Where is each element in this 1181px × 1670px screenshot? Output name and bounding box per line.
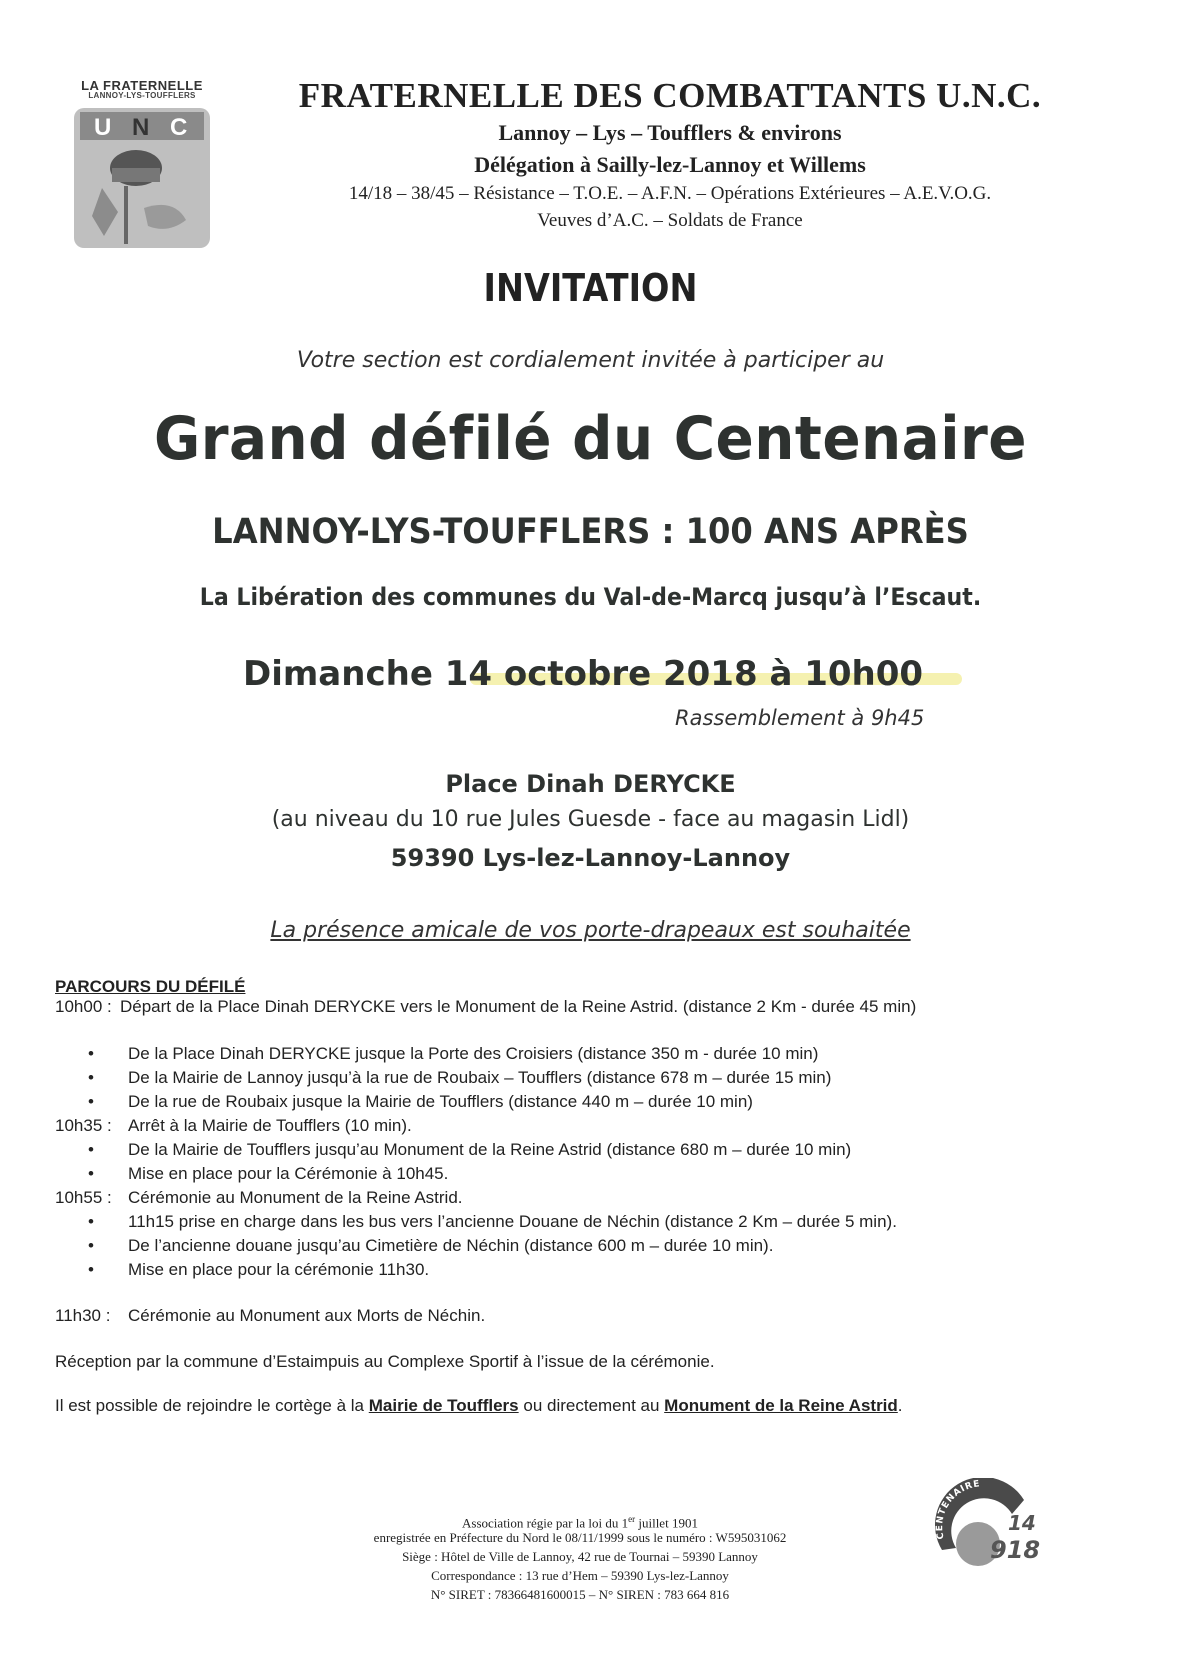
svg-text:N: N (132, 114, 150, 141)
event-date: Dimanche 14 octobre 2018 à 10h00 (243, 654, 924, 694)
parcours-step: Arrêt à la Mairie de Toufflers (10 min). (128, 1116, 412, 1135)
join-note (55, 1396, 903, 1416)
header-categories-2: Veuves d’A.C. – Soldats de France (537, 210, 803, 231)
svg-text:C: C (170, 114, 188, 141)
footer-law: Association régie par la loi du 1 (462, 1515, 629, 1531)
parcours-step: Départ de la Place Dinah DERYCKE vers le Monument de la Reine Astrid. (distance 2 Km - durée 45 min) (120, 997, 917, 1016)
badge-year-a: 14 (1008, 1511, 1036, 1535)
parcours-time: 10h35 : (55, 1116, 112, 1135)
parcours-bullet: De la rue de Roubaix jusque la Mairie de Toufflers (distance 440 m – durée 10 min) (128, 1092, 753, 1111)
event-title: Grand défilé du Centenaire (153, 404, 1028, 474)
join-mid: ou directement au (518, 1396, 665, 1415)
badge-text: CENTENAIRE (935, 1479, 982, 1541)
logo-top-text: LA FRATERNELLE (81, 78, 203, 93)
event-subtitle-2: La Libération des communes du Val-de-Marcq jusqu’à l’Escaut. (199, 583, 982, 611)
join-place-toufflers: Mairie de Toufflers (368, 1396, 519, 1415)
centenaire-badge-icon (932, 1478, 1040, 1568)
parcours-bullet: 11h15 prise en charge dans les bus vers l’ancienne Douane de Néchin (distance 2 Km – durée 5 min). (128, 1212, 897, 1231)
footer-line-3: Siège : Hôtel de Ville de Lannoy, 42 rue de Tournai – 59390 Lannoy (402, 1549, 758, 1564)
parcours-step: Cérémonie au Monument de la Reine Astrid. (128, 1188, 463, 1207)
parcours-time: 11h30 : (55, 1306, 111, 1325)
parcours-bullet: De la Place Dinah DERYCKE jusque la Porte des Croisiers (distance 350 m - durée 10 min) (128, 1044, 819, 1063)
badge-year-b: 918 (990, 1536, 1040, 1564)
footer-line-2: enregistrée en Préfecture du Nord le 08/11/1999 sous le numéro : W595031062 (373, 1530, 787, 1545)
reception-note: Réception par la commune d’Estaimpuis au Complexe Sportif à l’issue de la cérémonie. (55, 1352, 715, 1371)
footer-law-date: juillet 1901 (635, 1515, 698, 1531)
parcours-title: PARCOURS DU DÉFILÉ (55, 977, 246, 996)
unc-logo (72, 80, 212, 248)
header-delegation: Délégation à Sailly-lez-Lannoy et Willems (474, 152, 866, 177)
join-prefix: Il est possible de rejoindre le cortège à la (55, 1396, 369, 1415)
parcours-bullet: De l’ancienne douane jusqu’au Cimetière de Néchin (distance 600 m – durée 10 min). (128, 1236, 774, 1255)
logo-sub-text: LANNOY-LYS-TOUFFLERS (88, 91, 196, 100)
place-detail: (au niveau du 10 rue Jules Guesde - face au magasin Lidl) (271, 807, 910, 832)
parcours-step: Cérémonie au Monument aux Morts de Néchin. (128, 1306, 486, 1325)
presence-note: La présence amicale de vos porte-drapeaux est souhaitée (270, 918, 911, 943)
svg-text:U: U (94, 114, 112, 141)
parcours-bullet: De la Mairie de Lannoy jusqu’à la rue de Roubaix – Toufflers (distance 678 m – durée 15 min) (128, 1068, 832, 1087)
footer-line-4: Correspondance : 13 rue d’Hem – 59390 Lys-lez-Lannoy (431, 1568, 729, 1583)
parcours-time: 10h55 : (55, 1188, 112, 1207)
place-city: 59390 Lys-lez-Lannoy-Lannoy (390, 844, 791, 872)
parcours-bullet: Mise en place pour la Cérémonie à 10h45. (128, 1164, 449, 1183)
header-locations: Lannoy – Lys – Toufflers & environs (498, 120, 842, 145)
parcours-time: 10h00 : (55, 997, 112, 1016)
gathering-time: Rassemblement à 9h45 (675, 706, 925, 730)
footer-law-sup: er (628, 1514, 636, 1524)
footer-line-5: N° SIRET : 78366481600015 – N° SIREN : 783 664 816 (430, 1587, 730, 1602)
join-place-astrid: Monument de la Reine Astrid (664, 1396, 898, 1415)
invitation-heading: INVITATION (483, 266, 698, 310)
place-name: Place Dinah DERYCKE (445, 770, 736, 798)
parcours-bullet: Mise en place pour la cérémonie 11h30. (128, 1260, 430, 1279)
event-subtitle: LANNOY-LYS-TOUFFLERS : 100 ANS APRÈS (212, 512, 969, 552)
parcours-bullet: De la Mairie de Toufflers jusqu’au Monument de la Reine Astrid (distance 680 m – durée 10 min) (128, 1140, 852, 1159)
org-name: FRATERNELLE DES COMBATTANTS U.N.C. (298, 76, 1042, 115)
logo-emblem-icon (74, 108, 210, 248)
invitation-intro: Votre section est cordialement invitée à participer au (296, 348, 885, 373)
join-end: . (897, 1396, 903, 1415)
header-categories: 14/18 – 38/45 – Résistance – T.O.E. – A.F.N. – Opérations Extérieures – A.E.V.O.G. (348, 183, 992, 204)
